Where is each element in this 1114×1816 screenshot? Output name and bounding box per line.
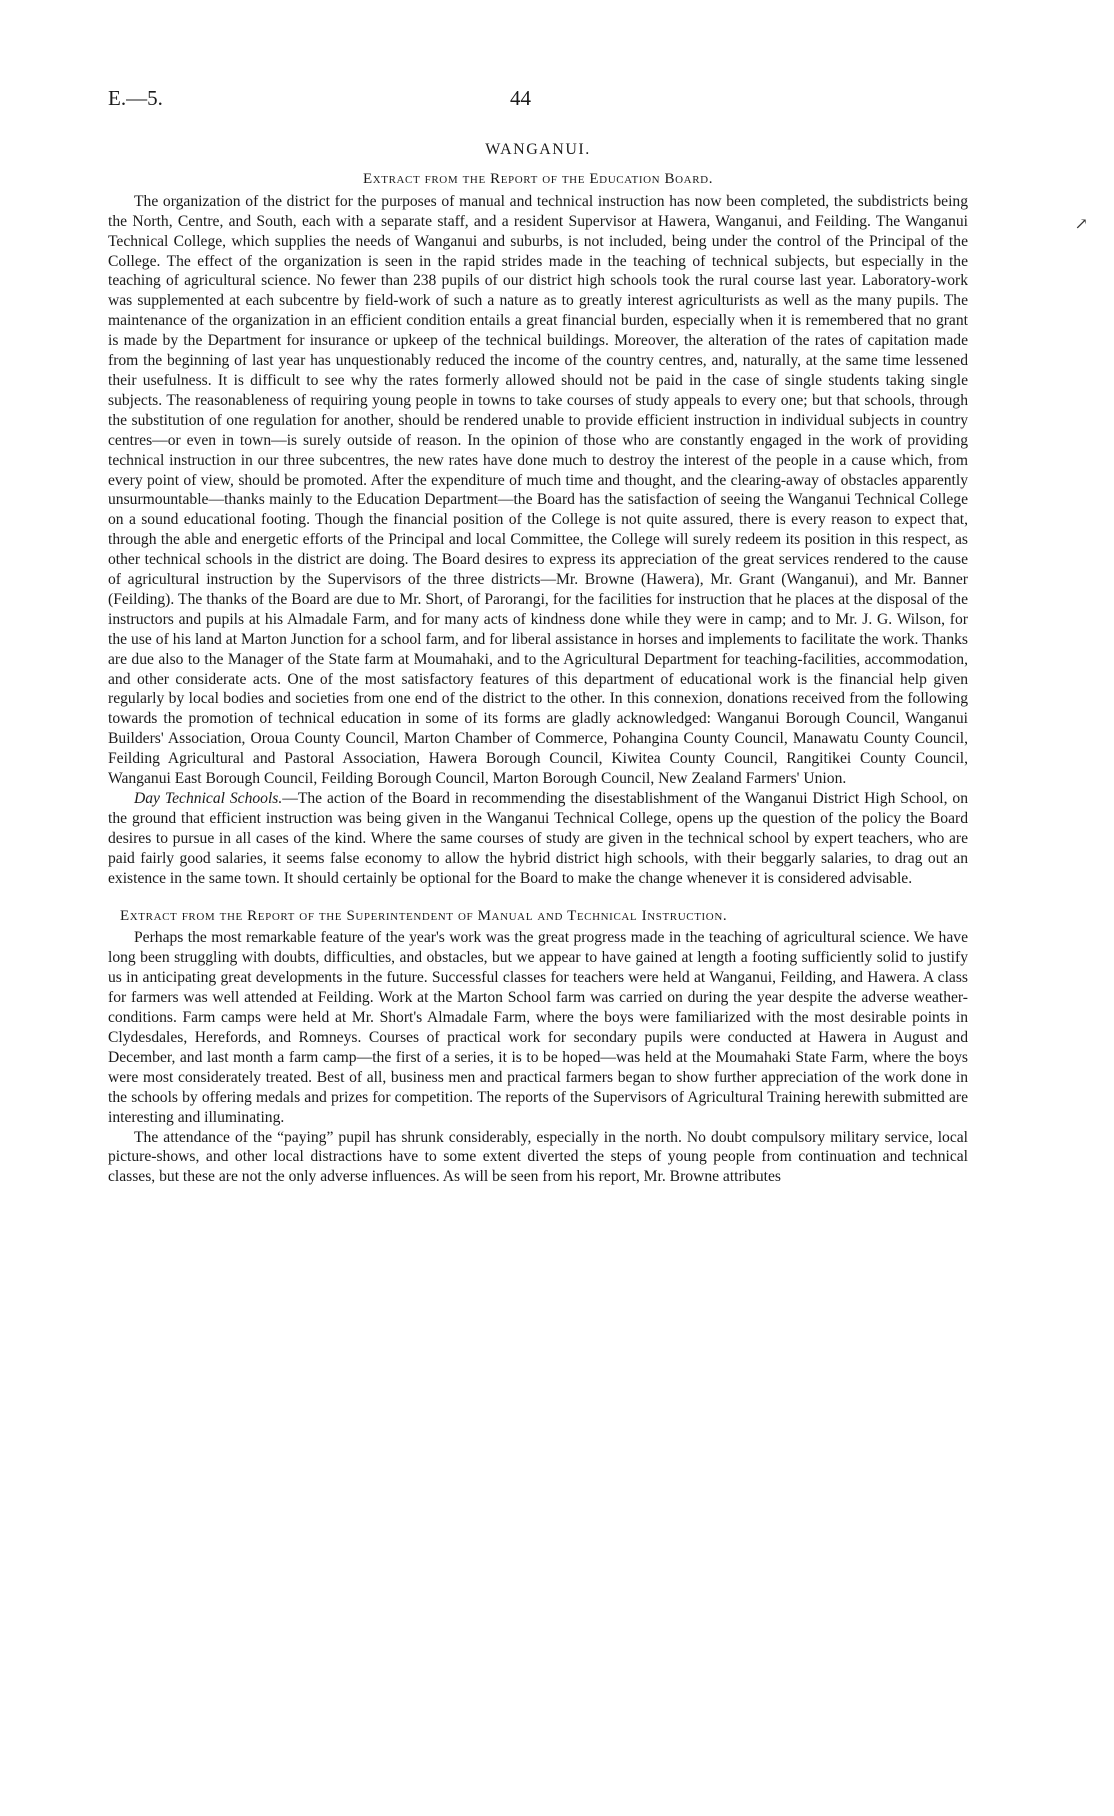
page-title: WANGANUI.	[485, 141, 591, 158]
page-header	[108, 86, 968, 114]
page-content	[108, 140, 968, 1187]
superintendent-paragraph-2: The attendance of the “paying” pupil has shrunk considerably, especially in the north. No doubt compulsory military service, local picture-shows, and other local distractions have to some extent diverted the steps of young people from continuation and technical classes, but these are not the only adverse influences. As will be seen from his report, Mr. Browne attributes	[108, 1128, 968, 1186]
day-technical-schools-paragraph	[108, 789, 968, 889]
section-heading-superintendent: Extract from the Report of the Superintendent of Manual and Technical Instruction.	[120, 907, 728, 924]
superintendent-paragraph-1: Perhaps the most remarkable feature of the year's work was the great progress made in the teaching of agricultural science. We have long been struggling with doubts, difficulties, and obstacles, but we appear to have gained at length a footing sufficiently solid to justify us in anticipating great developments in the future. Successful classes for teachers were held at Wanganui, Feilding, and Hawera. A class for farmers was well attended at Feilding. Work at the Marton School farm was carried on during the year despite the adverse weather-conditions. Farm camps were held at Mr. Short's Almadale Farm, where the boys were familiarized with the most desirable points in Clydesdales, Herefords, and Romneys. Courses of practical work for secondary pupils were conducted at Hawera in August and December, and last month a farm camp—the first of a series, it is to be hoped—was held at the Moumahaki State Farm, where the boys were most considerately treated. Best of all, business men and practical farmers began to show further appreciation of the work done in the schools by offering medals and prizes for competition. The reports of the Supervisors of Agricultural Training herewith submitted are interesting and illuminating.	[108, 929, 968, 1126]
day-technical-schools-text: —The action of the Board in recommending the disestablishment of the Wanganui District High School, on the ground that efficient instruction was being given in the Wanganui Technical College, opens up the question of the policy the Board desires to pursue in all cases of the kind. Where the same courses of study are given in the technical school by expert teachers, who are paid fairly good salaries, it seems false economy to allow the hybrid district high schools, with their beggarly salaries, to drag out an existence in the same town. It should certainly be optional for the Board to make the change whenever it is considered advisable.	[108, 790, 968, 887]
section-heading-board: Extract from the Report of the Education Board.	[362, 170, 714, 187]
document-reference: E.—5.	[108, 86, 163, 110]
day-technical-schools-heading: Day Technical Schools.	[134, 790, 283, 807]
board-report-paragraph: The organization of the district for the purposes of manual and technical instruction has now been completed, the subdistricts being the North, Centre, and South, each with a separate staff, and a resident Supervisor at Hawera, Wanganui, and Feilding. The Wanganui Technical College, which supplies the needs of Wanganui and suburbs, is not included, being under the control of the Principal of the College. The effect of the organization is seen in the rapid strides made in the teaching of technical subjects, but especially in the teaching of agricultural science. No fewer than 238 pupils of our district high schools took the rural course last year. Laboratory-work was supplemented at each subcentre by field-work of such a nature as to greatly interest agriculturists as well as the many pupils. The maintenance of the organization in an efficient condition entails a great financial burden, especially when it is remembered that no grant is made by the Department for insurance or upkeep of the technical buildings. Moreover, the alteration of the rates of capitation made from the beginning of last year has unquestionably reduced the income of the country centres, and, naturally, at the same time lessened their usefulness. It is difficult to see why the rates formerly allowed should not be paid in the case of single students taking single subjects. The reasonableness of requiring young people in towns to take courses of study appeals to every one; but that schools, through the substitution of one regulation for another, should be rendered unable to provide efficient instruction in individual subjects in country centres—or even in town—is surely outside of reason. In the opinion of those who are constantly engaged in the work of providing technical instruction in our three subcentres, the new rates have done much to destroy the interest of the people in a cause which, from every point of view, should be promoted. After the expenditure of much time and thought, and the clearing-away of obstacles apparently unsurmountable—thanks mainly to the Education Department—the Board has the satisfaction of seeing the Wanganui Technical College on a sound educational footing. Though the financial position of the College is not quite assured, there is every reason to expect that, through the able and energetic efforts of the Principal and local Committee, the College will surely redeem its position in this respect, as other technical schools in the district are doing. The Board desires to express its appreciation of the great services rendered to the cause of agricultural instruction by the Supervisors of the three districts—Mr. Browne (Hawera), Mr. Grant (Wanganui), and Mr. Banner (Feilding). The thanks of the Board are due to Mr. Short, of Parorangi, for the facilities for instruction that he places at the disposal of the instructors and pupils at his Almadale Farm, and for many acts of kindness done while they were in camp; and to Mr. J. G. Wilson, for the use of his land at Marton Junction for a school farm, and for liberal assistance in horses and implements to facilitate the work. Thanks are due also to the Manager of the State farm at Moumahaki, and to the Agricultural Department for teaching-facilities, accommodation, and other considerate acts. One of the most satisfactory features of this department of educational work is the financial help given regularly by local bodies and societies from one end of the district to the other. In this connexion, donations received from the following towards the promotion of technical education in some of its forms are gladly acknowledged: Wanganui Borough Council, Wanganui Builders' Association, Oroua County Council, Marton Chamber of Commerce, Pohangina County Council, Manawatu County Council, Feilding Agricultural and Pastoral Association, Hawera Borough Council, Kiwitea County Council, Rangitikei County Council, Wanganui East Borough Council, Feilding Borough Council, Marton Borough Council, New Zealand Farmers' Union.	[108, 192, 968, 788]
page-number: 44	[510, 86, 531, 110]
margin-mark-icon: ↗	[1074, 216, 1088, 233]
